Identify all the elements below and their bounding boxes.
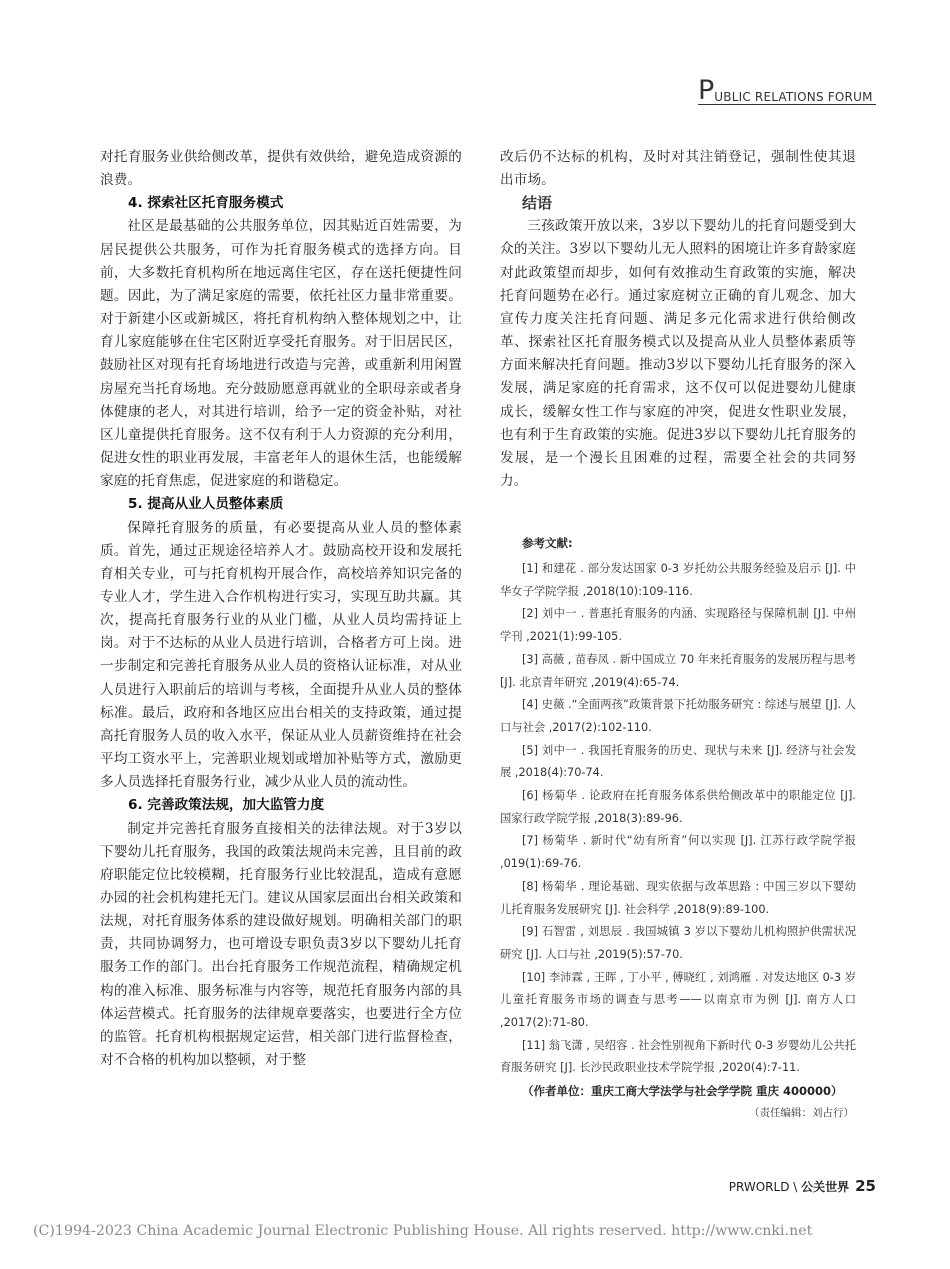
copyright-notice: (C)1994-2023 China Academic Journal Electronic Publishing House. All rights reserved. http://www.cnki.net xyxy=(33,1223,813,1239)
reference-item: [8] 杨菊华 . 理论基础、现实依据与改革思路 : 中国三岁以下婴幼儿托育服务发展研究 [J]. 社会科学 ,2018(9):89-100. xyxy=(500,879,856,916)
paragraph-continued-right: 改后仍不达标的机构，及时对其注销登记，强制性使其退出市场。 xyxy=(500,149,856,189)
conclusion-heading: 结语 xyxy=(522,194,553,213)
references-section xyxy=(500,534,856,1124)
footer-journal-title: 公关世界 xyxy=(801,1180,850,1194)
section-heading-4: 4. 探索社区托育服务模式 xyxy=(128,195,284,212)
paragraph-staff-quality: 保障托育服务的质量，有必要提高从业人员的整体素质。首先，通过正规途径培养人才。鼓励高校开设和发展托育相关专业，可与托育机构开展合作，高校培养知识完备的专业人才，学生进入合作机构进行实习，实现互助共赢。其次，提高托育服务行业的从业门槛，从业人员均需持证上岗。对于不达标的从业人员进行培训，合格者方可上岗。进一步制定和完善托育服务从业人员的资格认证标准，对从业人员进行入职前后的培训与考核，全面提升从业人员的整体标准。最后，政府和各地区应出台相关的支持政策，通过提高托育服务人员的收入水平，保证从业人员薪资维持在社会平均工资水平上，完善职业规划或增加补贴等方式，激励更多人员选择托育服务行业，减少从业人员的流动性。 xyxy=(100,519,462,791)
references-title: 参考文献: xyxy=(522,536,573,550)
responsible-editor: （责任编辑：刘占行） xyxy=(749,1107,854,1120)
logo-initial: P xyxy=(698,75,715,106)
journal-logo xyxy=(698,75,876,106)
section-heading-6: 6. 完善政策法规，加大监管力度 xyxy=(128,797,325,814)
paragraph-community: 社区是最基础的公共服务单位，因其贴近百姓需要，为居民提供公共服务，可作为托育服务模式的选择方向。目前，大多数托育机构所在地远离住宅区，存在送托便捷性问题。因此，为了满足家庭的需要，依托社区力量非常重要。对于新建小区或新城区，将托育机构纳入整体规划之中，让育儿家庭能够在住宅区附近享受托育服务。对于旧居民区，鼓励社区对现有托育场地进行改造与完善，或重新利用闲置房屋充当托育场地。充分鼓励愿意再就业的全职母亲或者身体健康的老人，对其进行培训，给予一定的资金补贴，对社区儿童提供托育服务。这不仅有利于人力资源的充分利用，促进女性的职业再发展，丰富老年人的退休生活，也能缓解家庭的托育焦虑，促进家庭的和谐稳定。 xyxy=(100,218,462,490)
reference-item: [5] 刘中一 . 我国托育服务的历史、现状与未来 [J]. 经济与社会发展 ,2018(4):70-74. xyxy=(500,743,856,780)
reference-item: [2] 刘中一 . 普惠托育服务的内涵、实现路径与保障机制 [J]. 中州学刊 ,2021(1):99-105. xyxy=(500,607,856,644)
left-column xyxy=(100,146,462,1072)
reference-item: [3] 高薇 , 苗春凤 . 新中国成立 70 年来托育服务的发展历程与思考 [J]. 北京青年研究 ,2019(4):65-74. xyxy=(500,652,856,689)
section-heading-5: 5. 提高从业人员整体素质 xyxy=(128,496,284,513)
page-footer xyxy=(729,1177,876,1195)
reference-item: [11] 翁飞潇 , 吴绍容 . 社会性别视角下新时代 0-3 岁婴幼儿公共托育服务研究 [J]. 长沙民政职业技术学院学报 ,2020(4):7-11. xyxy=(500,1038,856,1075)
reference-item: [10] 李沛霖 , 王晖 , 丁小平 , 傅晓红 , 刘鸿雁 . 对发达地区 0-3 岁儿童托育服务市场的调查与思考——以南京市为例 [J]. 南方人口 ,2017(2):71-80. xyxy=(500,970,856,1030)
reference-item: [6] 杨菊华 . 论政府在托育服务体系供给侧改革中的职能定位 [J]. 国家行政学院学报 ,2018(3):89-96. xyxy=(500,789,856,825)
reference-item: [9] 石智雷 , 刘思辰 . 我国城镇 3 岁以下婴幼儿机构照护供需状况研究 [J]. 人口与社 ,2019(5):57-70. xyxy=(500,925,856,961)
right-column xyxy=(500,146,856,493)
reference-item: [4] 史薇 .“全面两孩”政策背景下托幼服务研究 : 综述与展望 [J]. 人口与社会 ,2017(2):102-110. xyxy=(500,698,856,734)
conclusion-paragraph: 三孩政策开放以来，3岁以下婴幼儿的托育问题受到大众的关注。3岁以下婴幼儿无人照料的困境让许多育龄家庭对此政策望而却步，如何有效推动生育政策的实施，解决托育问题势在必行。通过家庭树立正确的育儿观念、加大宣传力度关注托育问题、满足多元化需求进行供给侧改革、探索社区托育服务模式以及提高从业人员整体素质等方面来解决托育问题。推动3岁以下婴幼儿托育服务的深入发展，满足家庭的托育需求，这不仅可以促进婴幼儿健康成长，缓解女性工作与家庭的冲突，促进女性职业发展，也有利于生育政策的实施。促进3岁以下婴幼儿托育服务的发展，是一个漫长且困难的过程，需要全社会的共同努力。 xyxy=(500,218,856,490)
page-number: 25 xyxy=(855,1177,876,1195)
footer-brand: PRWORLD \ xyxy=(728,1180,802,1194)
paragraph-continued: 对托育服务业供给侧改革，提供有效供给，避免造成资源的浪费。 xyxy=(100,149,462,189)
paragraph-regulation: 制定并完善托育服务直接相关的法律法规。对于3岁以下婴幼儿托育服务，我国的政策法规尚未完善，且目前的政府职能定位比较模糊，托育服务行业比较混乱，造成有意愿办园的社会机构建托无门。建议从国家层面出台相关政策和法规，对托育服务体系的建设做好规划。明确相关部门的职责，共同协调努力，也可增设专职负责3岁以下婴幼儿托育服务工作的部门。出台托育服务工作规范流程，精确规定机构的准入标准、服务标准与内容等，规范托育服务内部的具体运营模式。托育服务的法律规章要落实，也要进行全方位的监管。托育机构根据规定运营，相关部门进行监督检查，对不合格的机构加以整顿，对于整 xyxy=(100,820,462,1069)
author-affiliation: （作者单位：重庆工商大学法学与社会学学院 重庆 400000） xyxy=(522,1084,843,1099)
logo-text: UBLIC RELATIONS FORUM xyxy=(714,90,873,104)
reference-item: [7] 杨菊华 . 新时代“幼有所育”何以实现 [J]. 江苏行政学院学报 ,019(1):69-76. xyxy=(500,834,856,871)
reference-item: [1] 和建花 . 部分发达国家 0-3 岁托幼公共服务经验及启示 [J]. 中华女子学院学报 ,2018(10):109-116. xyxy=(500,562,856,598)
